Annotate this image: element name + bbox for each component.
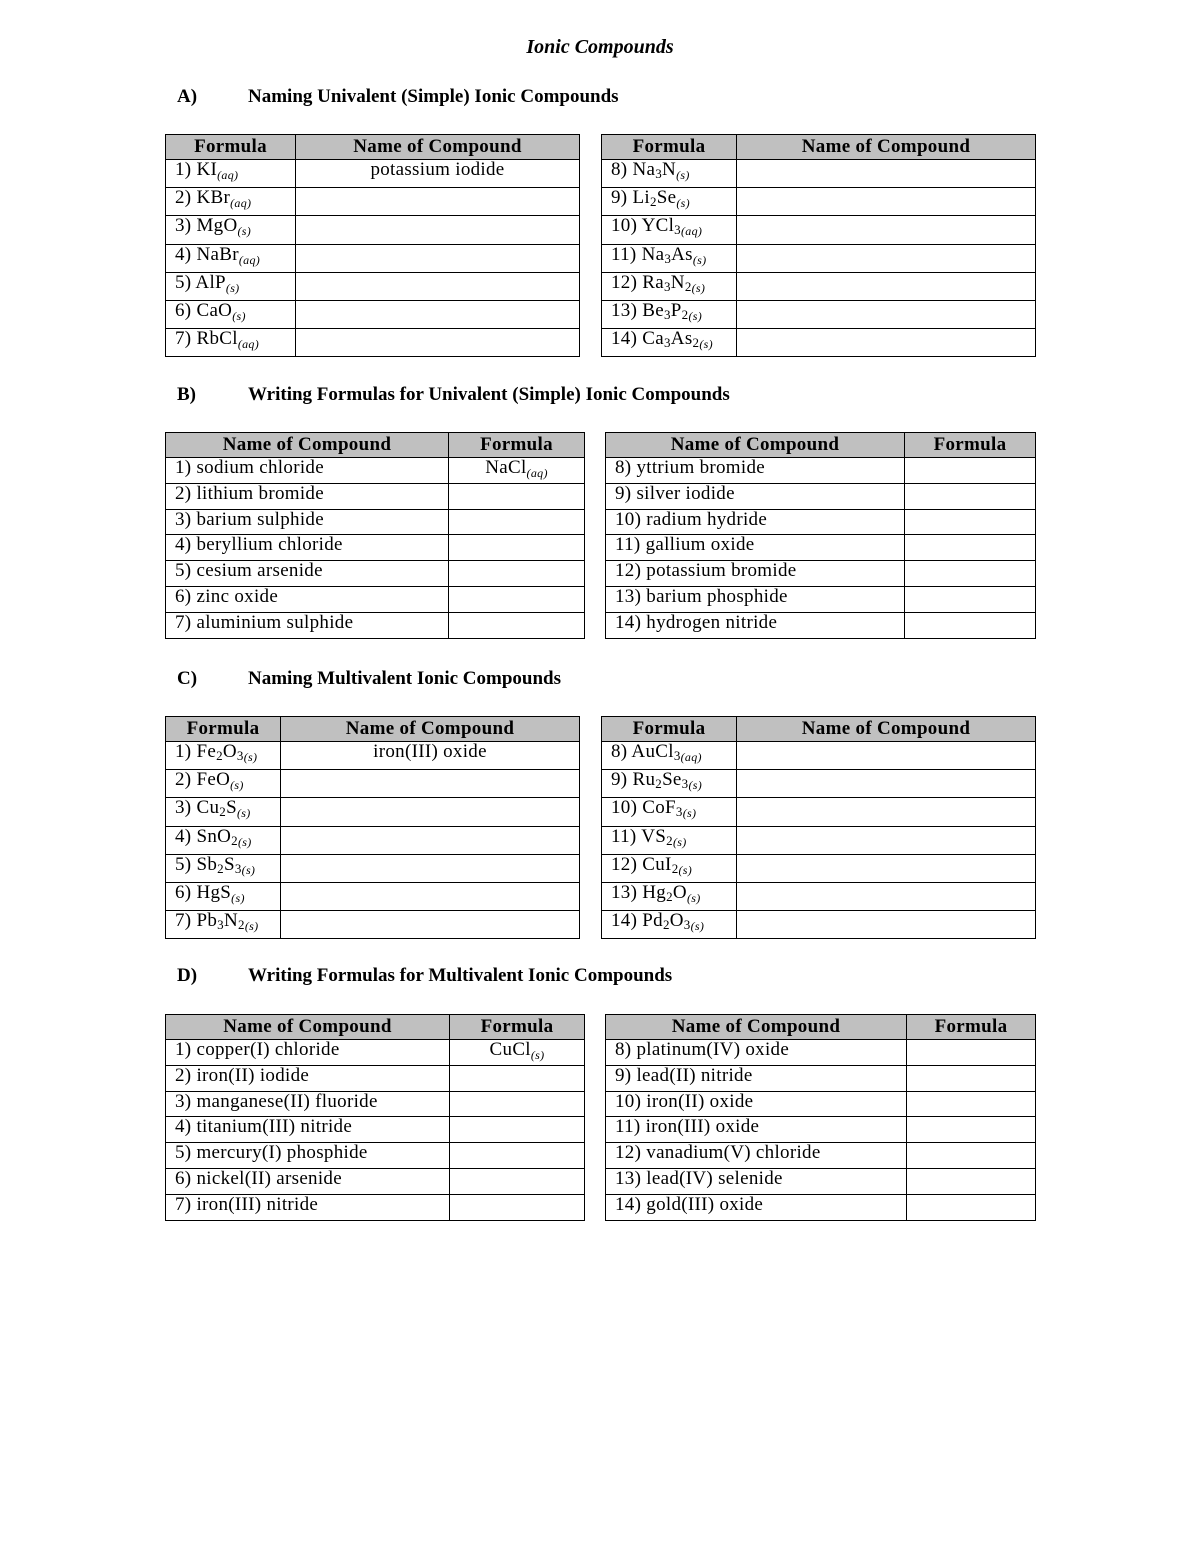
example-answer-cell: NaCl$_{(aq)}$ xyxy=(449,458,585,484)
answer-cell[interactable] xyxy=(905,483,1036,509)
section-heading xyxy=(177,965,672,987)
table-row xyxy=(166,216,580,244)
answer-cell[interactable] xyxy=(450,1194,585,1220)
table-row xyxy=(606,458,1036,484)
question-cell: 12) $Ra_3N_{2(s)}$ xyxy=(602,272,737,300)
table-row xyxy=(606,1143,1036,1169)
question-cell: 13) $Hg_2O_{(s)}$ xyxy=(602,882,737,910)
table-row xyxy=(602,244,1036,272)
answer-cell[interactable] xyxy=(737,911,1036,939)
question-cell: 7) $Pb_3N_{2(s)}$ xyxy=(166,911,281,939)
column-header: Name of Compound xyxy=(281,717,580,742)
table-row xyxy=(606,483,1036,509)
answer-cell[interactable] xyxy=(281,798,580,826)
column-header: Name of Compound xyxy=(296,135,580,160)
answer-cell[interactable] xyxy=(905,509,1036,535)
answer-cell[interactable] xyxy=(449,561,585,587)
answer-cell[interactable] xyxy=(449,535,585,561)
question-cell: 8) yttrium bromide xyxy=(606,458,905,484)
table-row xyxy=(166,612,585,638)
question-cell: 11) $Na_3As_{(s)}$ xyxy=(602,244,737,272)
answer-cell[interactable] xyxy=(737,882,1036,910)
table-row xyxy=(602,854,1036,882)
table-row xyxy=(166,854,580,882)
answer-cell[interactable] xyxy=(737,854,1036,882)
answer-cell[interactable] xyxy=(737,272,1036,300)
answer-cell[interactable] xyxy=(737,770,1036,798)
example-answer-cell: potassium iodide xyxy=(296,160,580,188)
question-cell: 10) YCl$_{3(aq)}$ xyxy=(602,216,737,244)
table-row xyxy=(166,458,585,484)
table-d-left xyxy=(165,1014,585,1221)
answer-cell[interactable] xyxy=(905,561,1036,587)
table-a-left xyxy=(165,134,580,357)
table-row xyxy=(602,188,1036,216)
answer-cell[interactable] xyxy=(737,160,1036,188)
section-letter: C) xyxy=(177,668,198,689)
question-cell: 14) $Pd_2O_{3(s)}$ xyxy=(602,911,737,939)
answer-cell[interactable] xyxy=(296,329,580,357)
table-row xyxy=(606,509,1036,535)
table-row xyxy=(166,1117,585,1143)
table-row xyxy=(602,911,1036,939)
section-heading-text: Naming Multivalent Ionic Compounds xyxy=(248,668,562,689)
table-d-right xyxy=(605,1014,1036,1221)
question-cell: 6) nickel(II) arsenide xyxy=(166,1168,450,1194)
example-answer-cell: CuCl$_{(s)}$ xyxy=(450,1040,585,1066)
answer-cell[interactable] xyxy=(907,1117,1036,1143)
table-row xyxy=(166,586,585,612)
table-row xyxy=(606,586,1036,612)
table-row xyxy=(166,1143,585,1169)
question-cell: 8) $Na_3N_{(s)}$ xyxy=(602,160,737,188)
question-cell: 2) FeO$_{(s)}$ xyxy=(166,770,281,798)
answer-cell[interactable] xyxy=(449,612,585,638)
question-cell: 1) $Fe_2O_{3(s)}$ xyxy=(166,742,281,770)
table-row xyxy=(606,1091,1036,1117)
question-cell: 11) gallium oxide xyxy=(606,535,905,561)
question-cell: 8) platinum(IV) oxide xyxy=(606,1040,907,1066)
table-c-left xyxy=(165,716,580,939)
table-row xyxy=(166,561,585,587)
section-heading-text: Naming Univalent (Simple) Ionic Compounds xyxy=(248,86,619,107)
answer-cell[interactable] xyxy=(737,742,1036,770)
table-c-right xyxy=(601,716,1036,939)
question-cell: 2) lithium bromide xyxy=(166,483,449,509)
answer-cell[interactable] xyxy=(450,1117,585,1143)
column-header: Formula xyxy=(907,1015,1036,1040)
question-cell: 12) vanadium(V) chloride xyxy=(606,1143,907,1169)
table-row xyxy=(166,742,580,770)
question-cell: 9) $Ru_2Se_{3(s)}$ xyxy=(602,770,737,798)
answer-cell[interactable] xyxy=(450,1168,585,1194)
answer-cell[interactable] xyxy=(281,911,580,939)
answer-cell[interactable] xyxy=(296,244,580,272)
table-row xyxy=(166,1040,585,1066)
section-heading-text: Writing Formulas for Univalent (Simple) Ionic Compounds xyxy=(248,384,730,405)
table-row xyxy=(602,329,1036,357)
column-header: Formula xyxy=(449,433,585,458)
answer-cell[interactable] xyxy=(737,244,1036,272)
table-row xyxy=(166,1168,585,1194)
question-cell: 1) copper(I) chloride xyxy=(166,1040,450,1066)
table-row xyxy=(602,300,1036,328)
question-cell: 4) beryllium chloride xyxy=(166,535,449,561)
table-row xyxy=(606,1040,1036,1066)
question-cell: 7) aluminium sulphide xyxy=(166,612,449,638)
example-answer-cell: iron(III) oxide xyxy=(281,742,580,770)
table-row xyxy=(166,329,580,357)
table-row xyxy=(602,826,1036,854)
table-row xyxy=(606,612,1036,638)
table-row xyxy=(606,1117,1036,1143)
answer-cell[interactable] xyxy=(907,1143,1036,1169)
answer-cell[interactable] xyxy=(907,1065,1036,1091)
page-title: Ionic Compounds xyxy=(526,36,674,58)
table-row xyxy=(606,1194,1036,1220)
answer-cell[interactable] xyxy=(905,586,1036,612)
question-cell: 3) manganese(II) fluoride xyxy=(166,1091,450,1117)
question-cell: 2) iron(II) iodide xyxy=(166,1065,450,1091)
column-header: Formula xyxy=(602,135,737,160)
question-cell: 3) $Cu_2S_{(s)}$ xyxy=(166,798,281,826)
table-row xyxy=(606,1065,1036,1091)
column-header: Name of Compound xyxy=(737,717,1036,742)
table-row xyxy=(166,244,580,272)
table-row xyxy=(166,1194,585,1220)
table-row xyxy=(166,826,580,854)
table-row xyxy=(166,160,580,188)
table-row xyxy=(606,535,1036,561)
table-row xyxy=(602,272,1036,300)
table-row xyxy=(166,1091,585,1117)
answer-cell[interactable] xyxy=(737,826,1036,854)
table-row xyxy=(602,882,1036,910)
table-row xyxy=(166,535,585,561)
answer-cell[interactable] xyxy=(450,1091,585,1117)
column-header: Name of Compound xyxy=(606,433,905,458)
question-cell: 12) CuI$_{2(s)}$ xyxy=(602,854,737,882)
question-cell: 10) radium hydride xyxy=(606,509,905,535)
column-header: Name of Compound xyxy=(737,135,1036,160)
column-header: Formula xyxy=(450,1015,585,1040)
answer-cell[interactable] xyxy=(907,1168,1036,1194)
column-header: Name of Compound xyxy=(166,433,449,458)
table-row xyxy=(166,770,580,798)
table-b-left xyxy=(165,432,585,639)
table-row xyxy=(166,300,580,328)
answer-cell[interactable] xyxy=(737,798,1036,826)
answer-cell[interactable] xyxy=(905,612,1036,638)
table-row xyxy=(166,1065,585,1091)
answer-cell[interactable] xyxy=(905,458,1036,484)
answer-cell[interactable] xyxy=(449,509,585,535)
column-header: Formula xyxy=(166,135,296,160)
question-cell: 13) barium phosphide xyxy=(606,586,905,612)
answer-cell[interactable] xyxy=(907,1040,1036,1066)
question-cell: 12) potassium bromide xyxy=(606,561,905,587)
question-cell: 1) sodium chloride xyxy=(166,458,449,484)
section-heading xyxy=(177,86,619,108)
section-letter: A) xyxy=(177,86,198,107)
question-cell: 14) gold(III) oxide xyxy=(606,1194,907,1220)
answer-cell[interactable] xyxy=(281,826,580,854)
question-cell: 4) SnO$_{2(s)}$ xyxy=(166,826,281,854)
question-cell: 8) AuCl$_{3(aq)}$ xyxy=(602,742,737,770)
question-cell: 7) iron(III) nitride xyxy=(166,1194,450,1220)
answer-cell[interactable] xyxy=(296,300,580,328)
question-cell: 4) NaBr$_{(aq)}$ xyxy=(166,244,296,272)
question-cell: 1) $KI_{(aq)}$ xyxy=(166,160,296,188)
question-cell: 3) barium sulphide xyxy=(166,509,449,535)
table-b-right xyxy=(605,432,1036,639)
answer-cell[interactable] xyxy=(907,1091,1036,1117)
answer-cell[interactable] xyxy=(281,882,580,910)
answer-cell[interactable] xyxy=(905,535,1036,561)
question-cell: 14) $Ca_3As_{2(s)}$ xyxy=(602,329,737,357)
question-cell: 7) RbCl$_{(aq)}$ xyxy=(166,329,296,357)
section-letter: B) xyxy=(177,384,196,405)
section-heading-text: Writing Formulas for Multivalent Ionic Compounds xyxy=(248,965,673,986)
answer-cell[interactable] xyxy=(907,1194,1036,1220)
column-header: Formula xyxy=(166,717,281,742)
question-cell: 10) CoF$_{3(s)}$ xyxy=(602,798,737,826)
column-header: Formula xyxy=(905,433,1036,458)
question-cell: 5) AlP$_{(s)}$ xyxy=(166,272,296,300)
section-heading xyxy=(177,668,561,690)
section-heading xyxy=(177,384,730,406)
question-cell: 14) hydrogen nitride xyxy=(606,612,905,638)
question-cell: 4) titanium(III) nitride xyxy=(166,1117,450,1143)
question-cell: 11) $VS_{2(s)}$ xyxy=(602,826,737,854)
question-cell: 6) HgS$_{(s)}$ xyxy=(166,882,281,910)
answer-cell[interactable] xyxy=(281,770,580,798)
answer-cell[interactable] xyxy=(281,854,580,882)
column-header: Name of Compound xyxy=(166,1015,450,1040)
table-row xyxy=(602,160,1036,188)
table-row xyxy=(166,272,580,300)
table-row xyxy=(166,911,580,939)
answer-cell[interactable] xyxy=(737,300,1036,328)
table-row xyxy=(166,509,585,535)
table-row xyxy=(602,798,1036,826)
table-row xyxy=(166,798,580,826)
question-cell: 5) $Sb_2S_{3(s)}$ xyxy=(166,854,281,882)
table-row xyxy=(602,770,1036,798)
answer-cell[interactable] xyxy=(449,586,585,612)
answer-cell[interactable] xyxy=(296,216,580,244)
question-cell: 13) $Be_3P_{2(s)}$ xyxy=(602,300,737,328)
table-row xyxy=(606,561,1036,587)
answer-cell[interactable] xyxy=(737,188,1036,216)
question-cell: 6) zinc oxide xyxy=(166,586,449,612)
question-cell: 9) $Li_2Se_{(s)}$ xyxy=(602,188,737,216)
column-header: Name of Compound xyxy=(606,1015,907,1040)
question-cell: 9) lead(II) nitride xyxy=(606,1065,907,1091)
question-cell: 9) silver iodide xyxy=(606,483,905,509)
answer-cell[interactable] xyxy=(449,483,585,509)
answer-cell[interactable] xyxy=(737,329,1036,357)
question-cell: 5) mercury(I) phosphide xyxy=(166,1143,450,1169)
question-cell: 5) cesium arsenide xyxy=(166,561,449,587)
table-row xyxy=(166,483,585,509)
answer-cell[interactable] xyxy=(450,1143,585,1169)
table-row xyxy=(602,742,1036,770)
question-cell: 3) MgO$_{(s)}$ xyxy=(166,216,296,244)
table-row xyxy=(602,216,1036,244)
question-cell: 11) iron(III) oxide xyxy=(606,1117,907,1143)
answer-cell[interactable] xyxy=(296,188,580,216)
table-row xyxy=(166,882,580,910)
table-a-right xyxy=(601,134,1036,357)
table-row xyxy=(606,1168,1036,1194)
question-cell: 6) CaO$_{(s)}$ xyxy=(166,300,296,328)
question-cell: 13) lead(IV) selenide xyxy=(606,1168,907,1194)
column-header: Formula xyxy=(602,717,737,742)
question-cell: 10) iron(II) oxide xyxy=(606,1091,907,1117)
question-cell: 2) KBr$_{(aq)}$ xyxy=(166,188,296,216)
answer-cell[interactable] xyxy=(450,1065,585,1091)
answer-cell[interactable] xyxy=(737,216,1036,244)
section-letter: D) xyxy=(177,965,198,986)
table-row xyxy=(166,188,580,216)
answer-cell[interactable] xyxy=(296,272,580,300)
